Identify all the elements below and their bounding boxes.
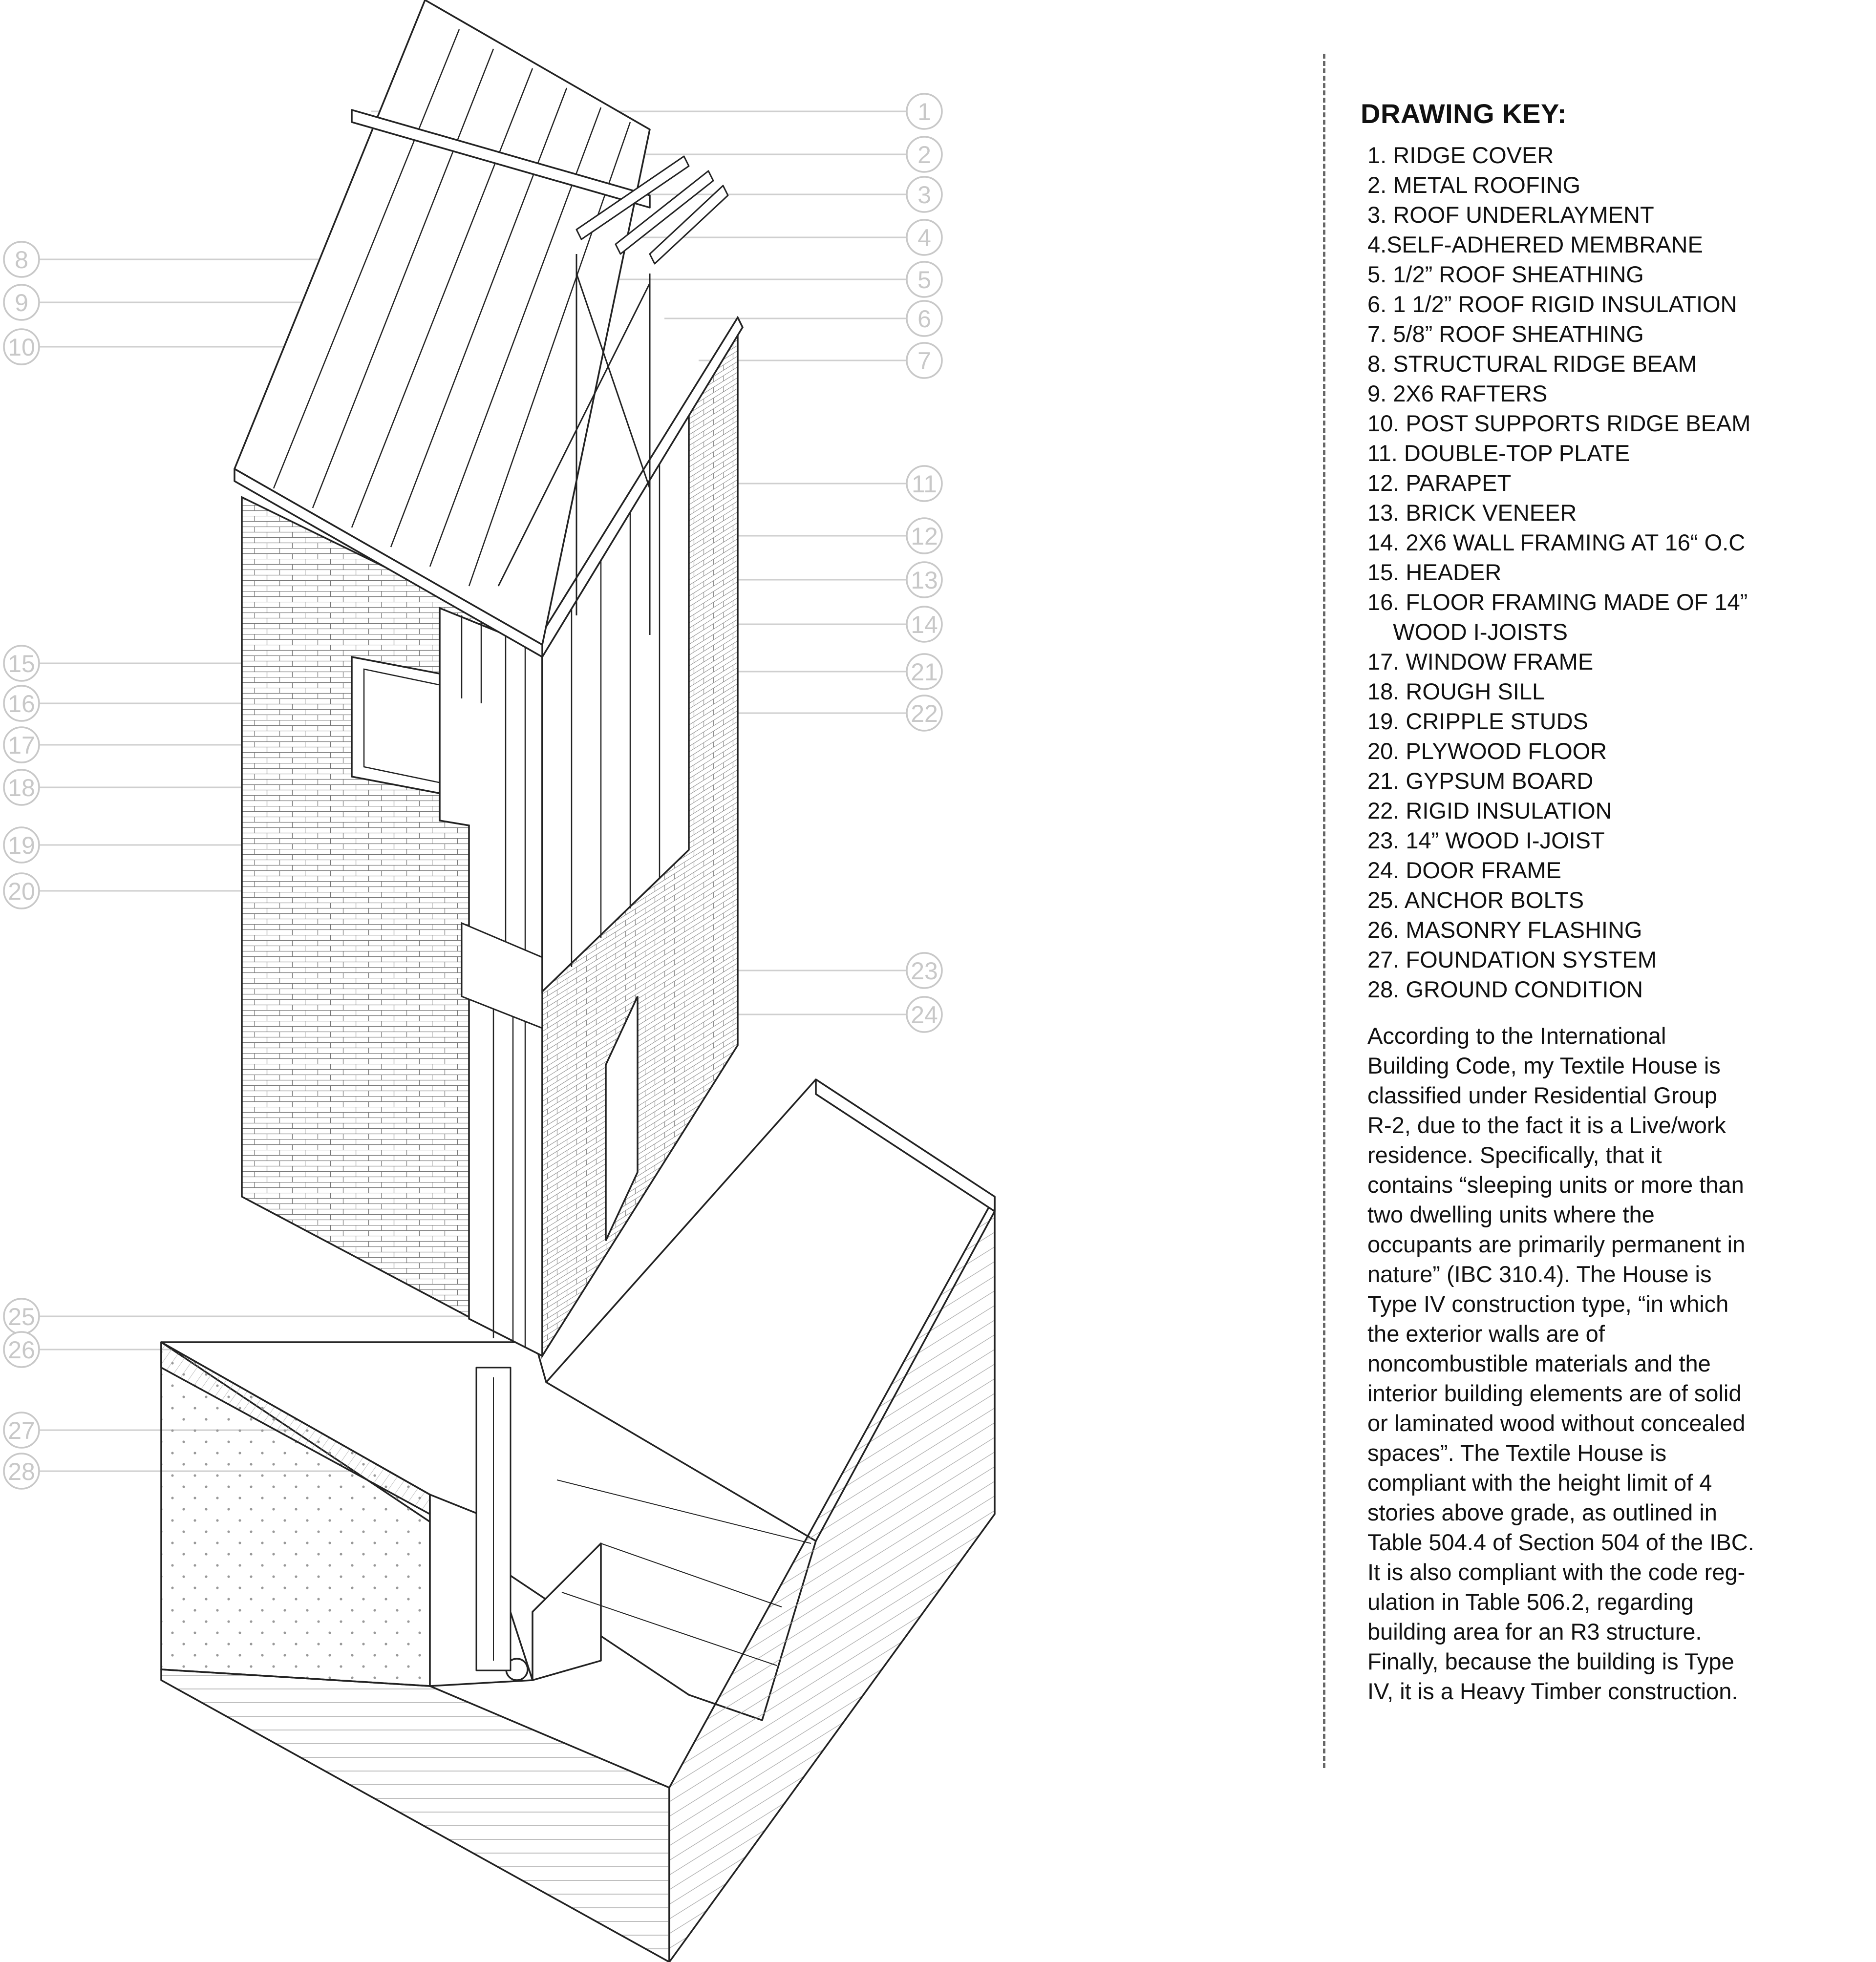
key-item: 10. POST SUPPORTS RIDGE BEAM: [1367, 410, 1751, 436]
svg-text:8: 8: [15, 246, 28, 274]
svg-text:5: 5: [917, 266, 931, 294]
key-item: 20. PLYWOOD FLOOR: [1367, 738, 1607, 764]
callout-11: [907, 466, 942, 501]
callout-2: [907, 137, 942, 172]
svg-text:21: 21: [911, 658, 938, 686]
svg-text:23: 23: [911, 957, 938, 985]
svg-text:10: 10: [8, 334, 35, 361]
ground-front-lower-face: [161, 1669, 669, 1962]
dashed-divider: [1323, 54, 1325, 1768]
svg-text:13: 13: [911, 567, 938, 594]
svg-text:14: 14: [911, 611, 938, 638]
svg-text:22: 22: [911, 700, 938, 727]
callout-26: [4, 1332, 39, 1367]
svg-text:3: 3: [917, 181, 931, 209]
callout-7: [907, 343, 942, 378]
callout-17: [4, 727, 39, 762]
key-item: 13. BRICK VENEER: [1367, 500, 1577, 526]
callout-label: 1: [917, 98, 931, 126]
ground-top-right-edge: [816, 1079, 995, 1211]
callout-27: [4, 1413, 39, 1448]
code-compliance-paragraph: According to the International Building Code, my Textile House is classified under Residential Group R-2, due to the fact it is a Live/work residence. Specifically, that it contains “sleeping units or more than two dwelling units where the occupants are primarily permanent in nature” (IBC 310.4). The House is Type IV construction type, “in which the exterior walls are of noncombustible materials and the interior building elements are of solid or laminated wood without concealed spaces”. The Textile House is compliant with the height limit of 4 stories above grade, as outlined in Table 504.4 of Section 504 of the IBC. It is also compliant with the code reg- ulation in Table 506.2, regarding building area for an R3 structure. Finally, because the building is Type IV, it is a Heavy Timber construction.: [1367, 1023, 1754, 1704]
key-item: 12. PARAPET: [1367, 470, 1512, 496]
svg-text:12: 12: [911, 523, 938, 550]
key-item: 17. WINDOW FRAME: [1367, 649, 1594, 675]
key-item: 16. FLOOR FRAMING MADE OF 14”: [1367, 589, 1748, 615]
drawing-key-panel: [1361, 98, 1859, 1706]
key-item: 14. 2X6 WALL FRAMING AT 16“ O.C: [1367, 529, 1746, 555]
callout-8: [4, 242, 39, 277]
callout-16: [4, 686, 39, 721]
key-item: 19. CRIPPLE STUDS: [1367, 708, 1588, 734]
key-item: 9. 2X6 RAFTERS: [1367, 380, 1548, 406]
key-item: 23. 14” WOOD I-JOIST: [1367, 827, 1605, 853]
key-item: 28. GROUND CONDITION: [1367, 976, 1643, 1002]
drawing-key-title: DRAWING KEY:: [1361, 98, 1567, 129]
key-item: 2. METAL ROOFING: [1367, 172, 1581, 198]
key-item: 24. DOOR FRAME: [1367, 857, 1561, 883]
svg-text:6: 6: [917, 305, 931, 333]
key-item: 5. 1/2” ROOF SHEATHING: [1367, 261, 1644, 287]
svg-text:19: 19: [8, 832, 35, 859]
callout-13: [907, 562, 942, 597]
callout-6: [907, 301, 942, 336]
key-item: 3. ROOF UNDERLAYMENT: [1367, 202, 1654, 228]
callout-3: [907, 177, 942, 212]
key-item: 22. RIGID INSULATION: [1367, 798, 1612, 823]
drawing-key-list: [1361, 140, 1859, 1004]
callout-23: [907, 953, 942, 988]
key-item: 8. STRUCTURAL RIDGE BEAM: [1367, 351, 1697, 377]
key-item: 26. MASONRY FLASHING: [1367, 917, 1642, 943]
key-item: 11. DOUBLE-TOP PLATE: [1367, 440, 1630, 466]
callout-18: [4, 770, 39, 805]
svg-text:7: 7: [917, 347, 931, 375]
key-item: 7. 5/8” ROOF SHEATHING: [1367, 321, 1644, 347]
callout-15: [4, 646, 39, 681]
key-item: 25. ANCHOR BOLTS: [1367, 887, 1584, 913]
svg-text:15: 15: [8, 650, 35, 677]
callout-4: [907, 220, 942, 255]
callout-24: [907, 997, 942, 1032]
callout-12: [907, 518, 942, 553]
callout-1: [907, 94, 942, 129]
callout-25: [4, 1299, 39, 1334]
key-item: 21. GYPSUM BOARD: [1367, 768, 1594, 794]
callout-20: [4, 873, 39, 908]
key-item: 6. 1 1/2” ROOF RIGID INSULATION: [1367, 291, 1737, 317]
key-item: 1. RIDGE COVER: [1367, 142, 1554, 168]
svg-text:9: 9: [15, 289, 28, 316]
callout-22: [907, 696, 942, 731]
key-item: 27. FOUNDATION SYSTEM: [1367, 947, 1657, 972]
svg-text:4: 4: [917, 224, 931, 252]
key-item: 18. ROUGH SILL: [1367, 678, 1545, 704]
svg-text:26: 26: [8, 1336, 35, 1364]
key-item: WOOD I-JOISTS: [1367, 619, 1568, 645]
svg-text:27: 27: [8, 1417, 35, 1444]
callout-28: [4, 1454, 39, 1489]
svg-text:2: 2: [917, 141, 931, 169]
callout-14: [907, 607, 942, 642]
key-item: 4.SELF-ADHERED MEMBRANE: [1367, 232, 1703, 257]
key-item: 15. HEADER: [1367, 559, 1502, 585]
svg-text:25: 25: [8, 1303, 35, 1330]
svg-text:28: 28: [8, 1458, 35, 1485]
svg-text:24: 24: [911, 1001, 938, 1029]
svg-text:11: 11: [912, 470, 937, 498]
svg-text:16: 16: [8, 690, 35, 717]
callout-10: [4, 329, 39, 364]
callout-21: [907, 654, 942, 689]
callout-5: [907, 262, 942, 297]
svg-text:18: 18: [8, 774, 35, 802]
callout-19: [4, 827, 39, 863]
callout-9: [4, 285, 39, 320]
svg-text:17: 17: [8, 732, 35, 759]
svg-text:20: 20: [8, 878, 35, 905]
